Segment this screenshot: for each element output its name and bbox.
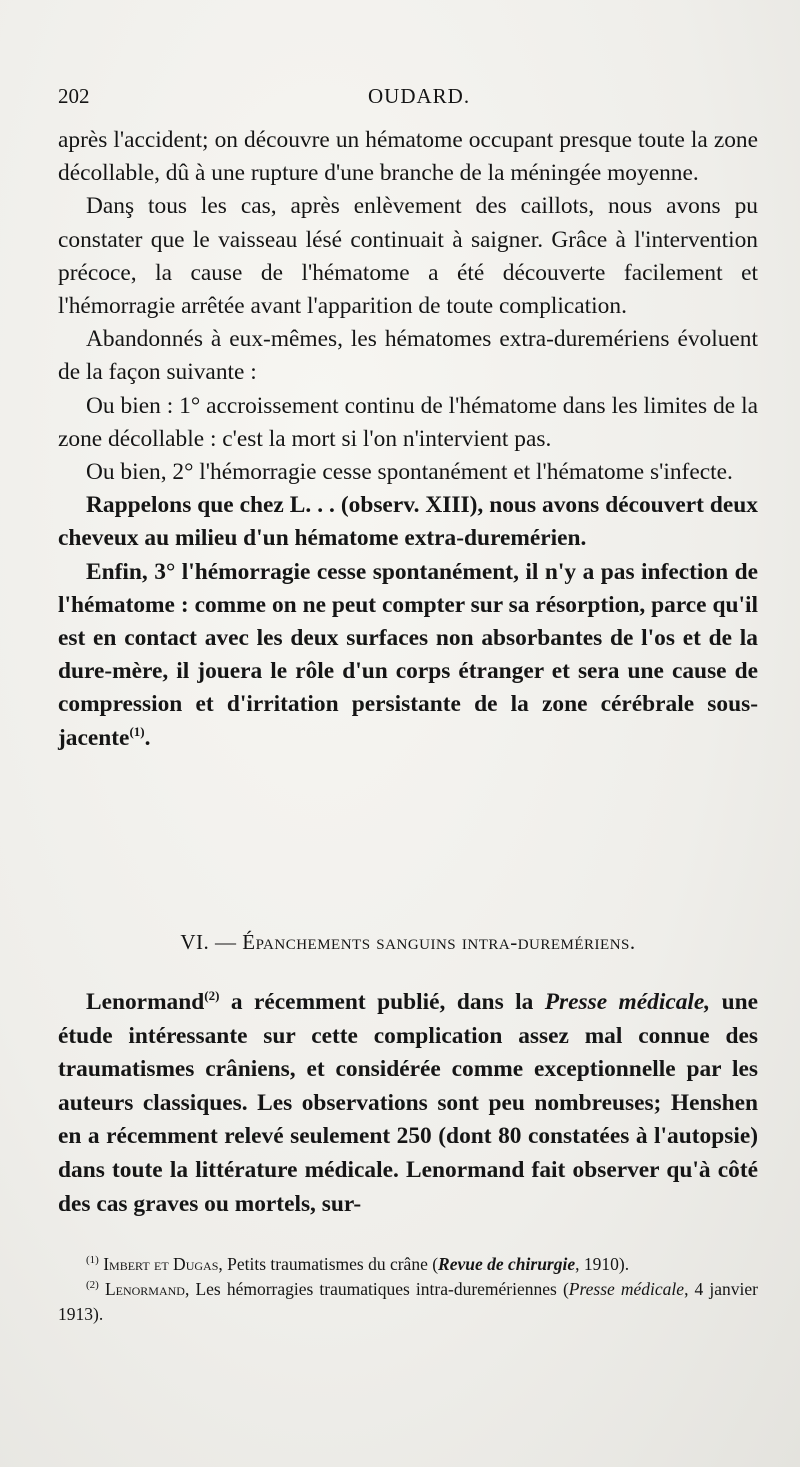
paragraph-7-text: Enfin, 3° l'hémorragie cesse spontanément, il n'y a pas infection de l'hématome : comme on ne peut compter sur sa résorption, parce qu'il est en contact avec les deux surfaces non absorbantes de l'os et de la dure-mère, il jouera le rôle d'un corps étranger et sera une cause de compression et d'irritation persistante de la zone cérébrale sous-jacente	[58, 558, 758, 751]
footnote-2-author: Lenormand	[104, 1279, 185, 1299]
paragraph-8-part-b: a récemment publié, dans la	[219, 989, 545, 1015]
page-header	[58, 80, 758, 116]
footnote-1-end: , 1910).	[575, 1254, 630, 1274]
section-title: Épanchements sanguins intra-duremériens.	[242, 930, 636, 954]
section-number: VI. —	[180, 930, 237, 954]
footnote-1-mark: (1)	[86, 1254, 99, 1267]
footnote-2-journal: Presse médicale	[568, 1279, 685, 1299]
paragraph-8	[58, 986, 758, 1221]
running-head: OUDARD.	[368, 84, 471, 108]
paragraph-6: Rappelons que chez L. . . (observ. XIII), nous avons découvert deux cheveux au milieu d'un hématome extra-duremérien.	[58, 492, 758, 552]
paragraph-8-part-c: une étude intéressante sur cette complication assez mal connue des traumatismes crâniens, et considérée comme exceptionnelle par les auteurs classiques. Les observations sont peu nombreuses; Henshen en a récemment relevé seulement 250 (dont 80 constatées à l'autopsie) dans toute la littérature médicale. Lenormand fait observer qu'à côté des cas graves ou mortels, sur-	[58, 989, 758, 1217]
footnote-1-author: Imbert et Dugas	[103, 1254, 219, 1274]
footnotes	[58, 1252, 758, 1327]
footnote-2-text: , Les hémorragies traumatiques intra-duremériennes (	[184, 1279, 569, 1299]
footnote-2-end: , 4 janvier 1913).	[58, 1279, 758, 1324]
paragraph-4: Ou bien : 1° accroissement continu de l'hématome dans les limites de la zone décollable : c'est la mort si l'on n'intervient pas.	[58, 392, 758, 452]
footnote-1	[58, 1252, 758, 1277]
footnote-ref-2: (2)	[204, 988, 220, 1004]
author-name: Lenormand	[86, 989, 205, 1015]
footnote-ref-1: (1)	[129, 723, 145, 739]
section-heading	[58, 930, 758, 955]
paragraph-7: Enfin, 3° l'hémorragie cesse spontanément, il n'y a pas infection de l'hématome : comme on ne peut compter sur sa résorption, parce qu'il est en contact avec les deux surfaces non absorbantes de l'os et de la dure-mère, il jouera le rôle d'un corps étranger et sera une cause de compression et d'irritation persistante de la zone cérébrale sous-jacente$^{(1)}$.	[58, 558, 758, 751]
footnote-2-mark: (2)	[86, 1279, 99, 1292]
paragraph-1: après l'accident; on découvre un hématome occupant presque toute la zone décollable, dû à une rupture d'une branche de la méningée moyenne.	[58, 127, 758, 187]
main-text	[58, 124, 758, 755]
paragraph-2: Danş tous les cas, après enlèvement des caillots, nous avons pu constater que le vaisseau lésé continuait à saigner. Grâce à l'intervention précoce, la cause de l'hématome a été découverte facilement et l'hémorragie arrêtée avant l'apparition de toute complication.	[58, 193, 758, 320]
footnote-1-text: , Petits traumatismes du crâne (	[218, 1254, 439, 1274]
paragraph-3: Abandonnés à eux-mêmes, les hématomes extra-duremériens évoluent de la façon suivante :	[58, 326, 758, 386]
section-text	[58, 986, 758, 1221]
footnote-2	[58, 1277, 758, 1327]
page-number: 202	[58, 84, 90, 108]
journal-name: Presse médicale,	[544, 989, 711, 1015]
footnote-1-journal: Revue de chirurgie	[438, 1254, 576, 1274]
paragraph-5: Ou bien, 2° l'hémorragie cesse spontanément et l'hématome s'infecte.	[86, 459, 733, 486]
